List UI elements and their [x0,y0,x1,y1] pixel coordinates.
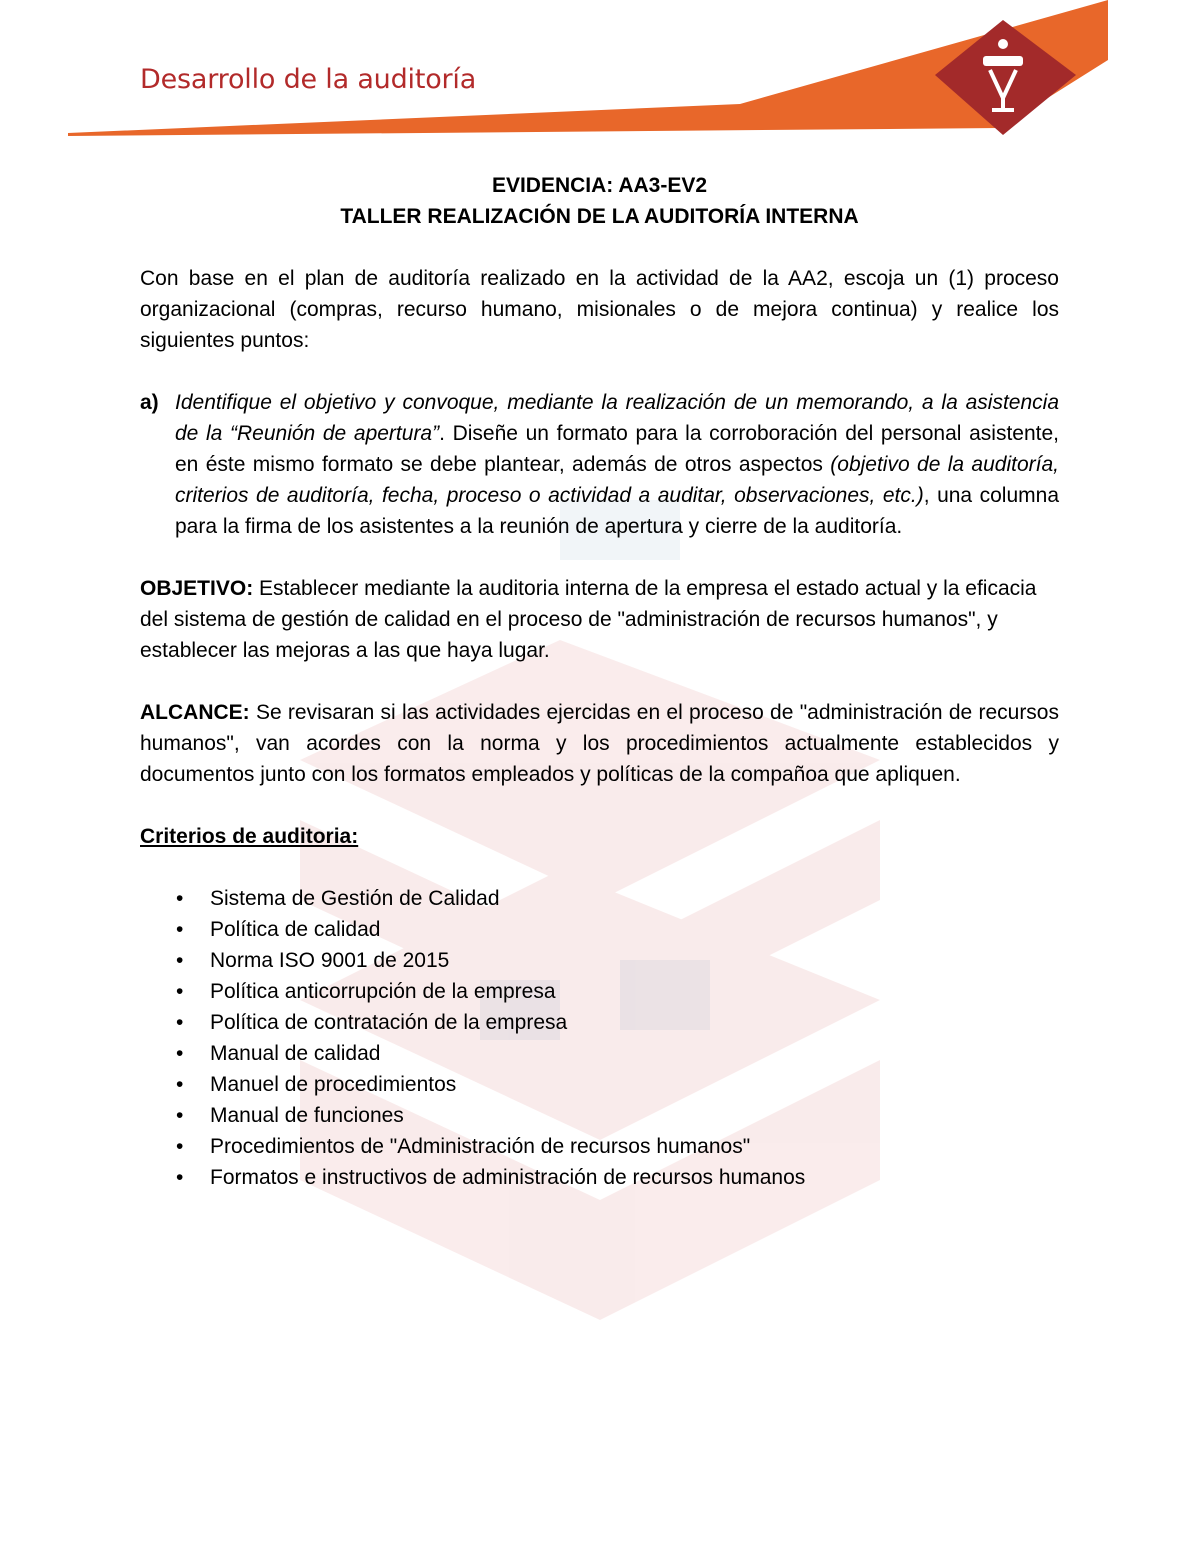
criteria-item: • Norma ISO 9001 de 2015 [140,945,1059,976]
header-title: Desarrollo de la auditoría [140,64,477,95]
scope-label: ALCANCE: [140,701,250,724]
bullet-icon: • [176,980,184,1003]
intro-paragraph: Con base en el plan de auditoría realizado en la actividad de la AA2, escoja un (1) proceso organizacional (compras, recurso humano, misionales o de mejora continua) y realice los siguientes puntos: [140,267,1059,352]
criteria-item: • Manual de funciones [140,1100,1059,1131]
scope-text: Se revisaran si las actividades ejercidas en el proceso de "administración de recursos humanos", van acordes con la norma y los procedimientos actualmente establecidos y documentos junto con los formatos empleados y políticas de la compañoa que apliquen. [140,701,1059,786]
objective-paragraph [140,573,1059,666]
workshop-title: TALLER REALIZACIÓN DE LA AUDITORÍA INTERNA [340,205,859,228]
item-a-text [175,387,1059,542]
criteria-title: Criterios de auditoria: [140,825,359,848]
bullet-icon: • [176,887,184,910]
item-a [140,387,1059,542]
item-a-italic-2: (objetivo de la auditoría, criterios de auditoría, fecha, proceso o actividad a auditar, observaciones, etc.) [175,453,1059,507]
criteria-item: • Manual de calidad [140,1038,1059,1069]
scope-paragraph [140,697,1059,790]
evidence-line: EVIDENCIA: AA3-EV2 [491,174,708,197]
criteria-item: • Procedimientos de "Administración de recursos humanos" [140,1131,1059,1162]
criteria-item: • Política anticorrupción de la empresa [140,976,1059,1007]
item-a-normal-1: . Diseñe un formato para la corroboración del personal asistente, en éste mismo formato se debe plantear, además de otros aspectos [175,422,1059,476]
objective-text: Establecer mediante la auditoria interna de la empresa el estado actual y la eficacia del sistema de gestión de calidad en el proceso de "administración de recursos humanos", y establecer las mejoras a las que haya lugar. [140,577,1037,662]
bullet-icon: • [176,949,184,972]
bullet-icon: • [176,918,184,941]
objective-label: OBJETIVO: [140,577,254,600]
criteria-item: • Política de contratación de la empresa [140,1007,1059,1038]
bullet-icon: • [176,1135,184,1158]
bullet-icon: • [176,1011,184,1034]
bullet-icon: • [176,1073,184,1096]
item-a-normal-2: , una columna para la firma de los asistentes a la reunión de apertura y cierre de la auditoría. [175,484,1059,538]
criteria-item: • Manuel de procedimientos [140,1069,1059,1100]
criteria-item: • Sistema de Gestión de Calidad [140,883,1059,914]
bullet-icon: • [176,1042,184,1065]
criteria-item: • Política de calidad [140,914,1059,945]
item-a-letter: a) [140,391,159,414]
bullet-icon: • [176,1104,184,1127]
criteria-item: • Formatos e instructivos de administración de recursos humanos [140,1162,1059,1193]
document-body [140,170,1059,1193]
bullet-icon: • [176,1166,184,1189]
item-a-italic-1: Identifique el objetivo y convoque, mediante la realización de un memorando, a la asistencia de la “Reunión de apertura” [175,391,1059,445]
criteria-list [140,883,1059,1193]
